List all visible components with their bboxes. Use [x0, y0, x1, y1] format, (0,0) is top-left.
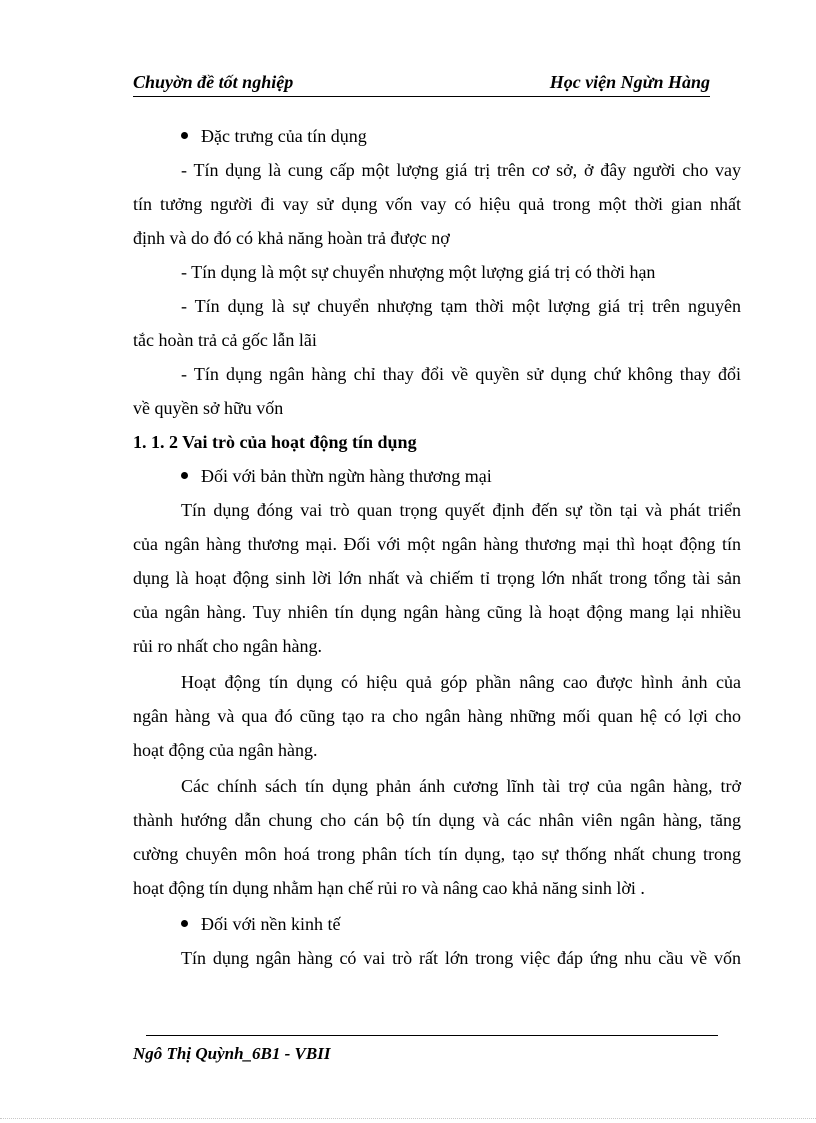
bullet-icon [181, 132, 188, 139]
bullet-item: Đối với nền kinh tế [181, 914, 341, 935]
bullet-icon [181, 472, 188, 479]
paragraph-line: Các chính sách tín dụng phản ánh cương lĩnh tài trợ của ngân hàng, trở [181, 776, 741, 796]
paragraph-line: thành hướng dẫn chung cho cán bộ tín dụng và các nhân viên ngân hàng, tăng [133, 810, 741, 830]
paragraph-line: hoạt động tín dụng nhằm hạn chế rủi ro và nâng cao khả năng sinh lời . [133, 878, 645, 898]
paragraph-line: của ngân hàng. Tuy nhiên tín dụng ngân hàng cũng là hoạt động mang lại nhiều [133, 602, 741, 622]
page-header [133, 70, 710, 97]
paragraph-line: định và do đó có khả năng hoàn trả được nợ [133, 228, 450, 248]
paragraph-line: - Tín dụng ngân hàng chỉ thay đổi về quyền sử dụng chứ không thay đổi [181, 364, 741, 384]
page-edge-divider [0, 1118, 816, 1119]
paragraph-line: ngân hàng và qua đó cũng tạo ra cho ngân hàng những mối quan hệ có lợi cho [133, 706, 741, 726]
paragraph-line: Tín dụng đóng vai trò quan trọng quyết định đến sự tồn tại và phát triển [181, 500, 741, 520]
paragraph-line: - Tín dụng là một sự chuyển nhượng một lượng giá trị có thời hạn [181, 262, 656, 282]
paragraph-line: cường chuyên môn hoá trong phân tích tín dụng, tạo sự thống nhất chung trong [133, 844, 741, 864]
paragraph-line: của ngân hàng thương mại. Đối với một ngân hàng thương mại thì hoạt động tín [133, 534, 741, 554]
footer-divider [146, 1035, 718, 1036]
bullet-icon [181, 920, 188, 927]
paragraph-line: Tín dụng ngân hàng có vai trò rất lớn trong việc đáp ứng nhu cầu về vốn [181, 948, 741, 968]
paragraph-line: về quyền sở hữu vốn [133, 398, 284, 418]
paragraph-line: hoạt động của ngân hàng. [133, 740, 318, 760]
paragraph-line: - Tín dụng là cung cấp một lượng giá trị trên cơ sở, ở đây người cho vay [181, 160, 741, 180]
paragraph-line: Hoạt động tín dụng có hiệu quả góp phần nâng cao được hình ảnh của [181, 672, 741, 692]
paragraph-line: - Tín dụng là sự chuyển nhượng tạm thời một lượng giá trị trên nguyên [181, 296, 741, 316]
paragraph-line: dụng là hoạt động sinh lời lớn nhất và chiếm tỉ trọng lớn nhất trong tổng tài sản [133, 568, 741, 588]
page-footer: Ngô Thị Quỳnh_6B1 - VBII [133, 1044, 331, 1063]
bullet-item: Đối với bản thừn ngừn hàng thương mại [181, 466, 492, 487]
header-title-right: Học viện Ngừn Hàng [549, 72, 710, 92]
bullet-item: Đặc trưng của tín dụng [181, 126, 367, 147]
paragraph-line: rủi ro nhất cho ngân hàng. [133, 636, 322, 656]
paragraph-line: tắc hoàn trả cả gốc lẫn lãi [133, 330, 317, 350]
header-title-left: Chuyờn đề tốt nghiệp [133, 72, 294, 92]
paragraph-line: tín tưởng người đi vay sử dụng vốn vay có hiệu quả trong một thời gian nhất [133, 194, 741, 214]
section-heading: 1. 1. 2 Vai trò của hoạt động tín dụng [133, 432, 417, 452]
